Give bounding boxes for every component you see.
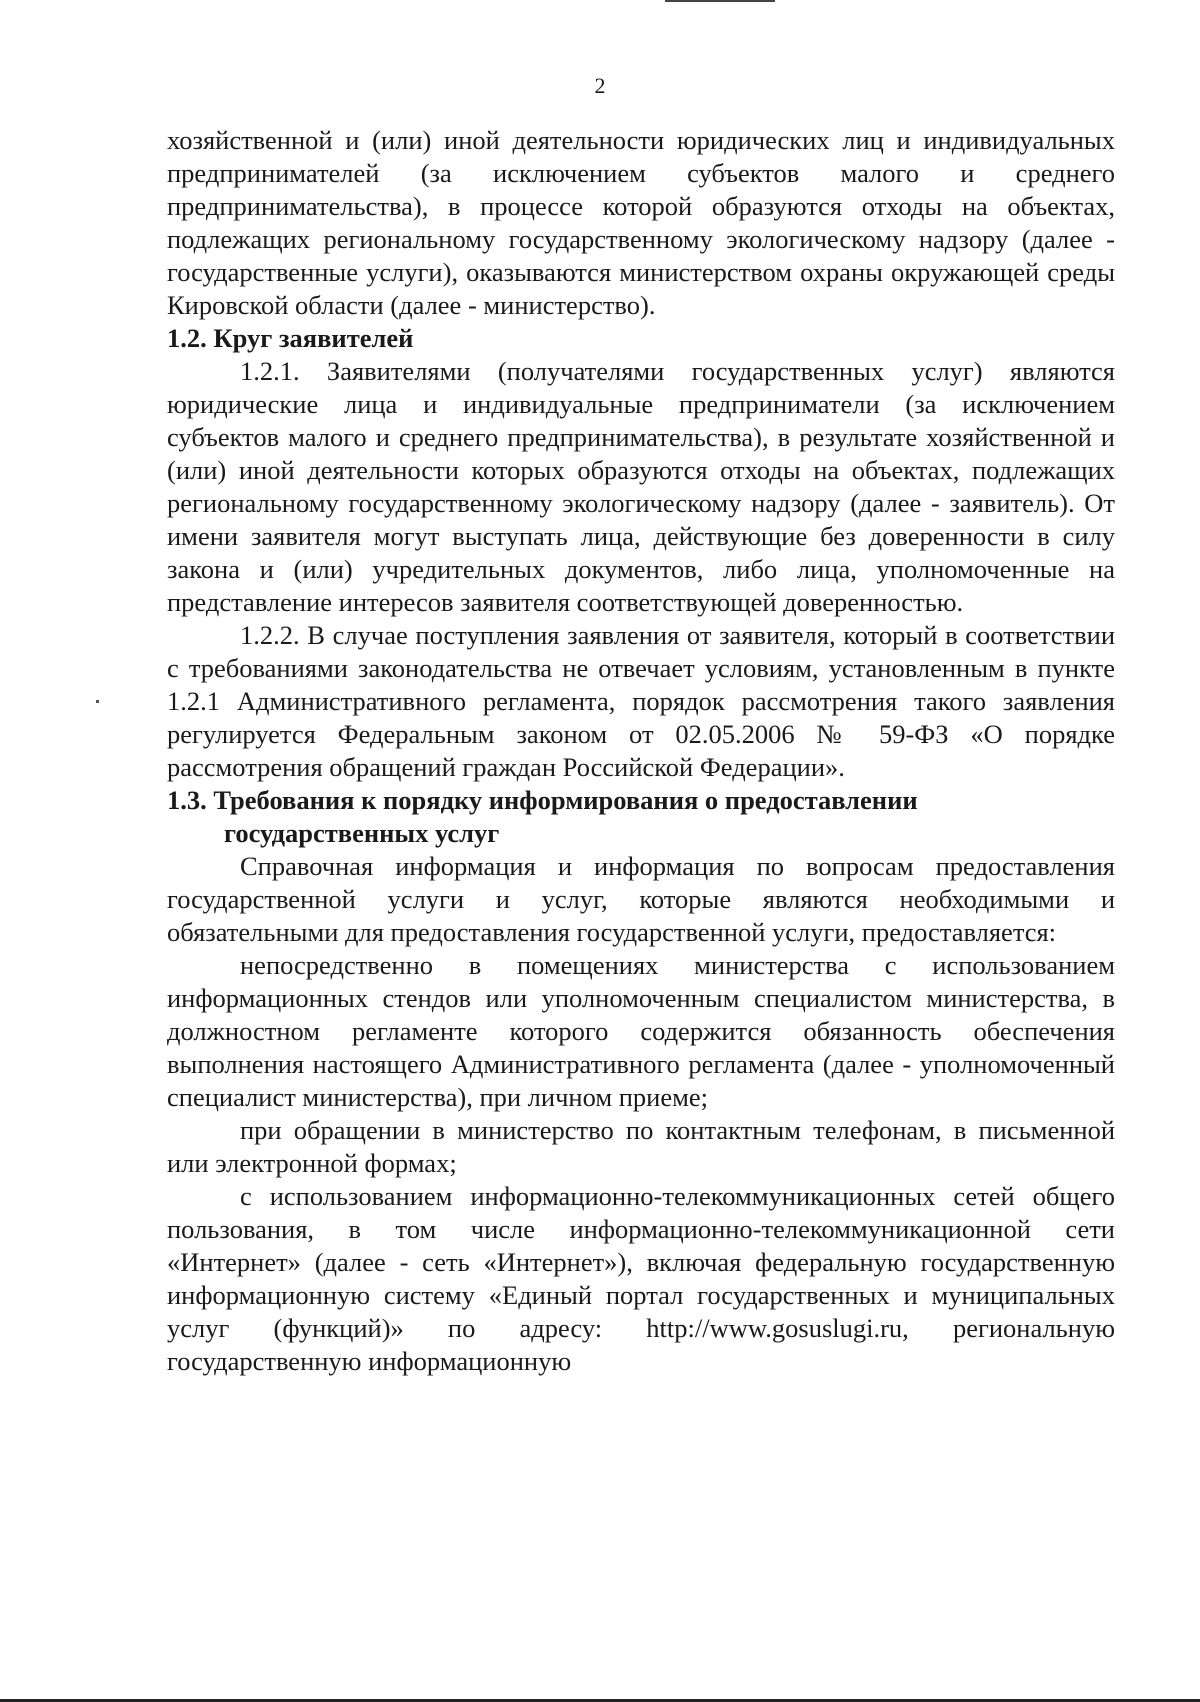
section-heading-1-3 xyxy=(167,784,1115,850)
paragraph-1-2-2: 1.2.2. В случае поступления заявления от заявителя, который в соответствии с требованиями законодательства не отвечает условиям, установленным в пункте 1.2.1 Административного регламента, порядок рассмотрения такого заявления регулируется Федеральным законом от 02.05.2006 № 59-ФЗ «О порядке рассмотрения обращений граждан Российской Федерации». xyxy=(167,620,1115,782)
paragraph-1-3-intro: Справочная информация и информация по вопросам предоставления государственной услуги и услуг, которые являются необходимыми и обязательными для предоставления государственной услуги, предоставляется: xyxy=(167,851,1115,947)
paragraph-continuation: хозяйственной и (или) иной деятельности юридических лиц и индивидуальных предпринимателей (за исключением субъектов малого и среднего предпринимательства), в процессе которой образуются отходы на объектах, подлежащих региональному государственному экологическому надзору (далее - государственные услуги), оказываются министерством охраны окружающей среды Кировской области (далее - министерство). xyxy=(167,125,1115,320)
section-heading-1-2: 1.2. Круг заявителей xyxy=(167,323,414,353)
document-body xyxy=(167,124,1115,1378)
page-number: 2 xyxy=(594,73,606,98)
section-heading-1-3-line1: 1.3. Требования к порядку информирования о предоставлении xyxy=(167,785,918,815)
scan-dust-dot xyxy=(96,700,99,703)
paragraph-1-3-phone: при обращении в министерство по контактным телефонам, в письменной или электронной формах; xyxy=(167,1115,1115,1178)
section-heading-1-3-line2: государственных услуг xyxy=(224,818,500,848)
paragraph-1-2-1: 1.2.1. Заявителями (получателями государственных услуг) являются юридические лица и индивидуальные предприниматели (за исключением субъектов малого и среднего предпринимательства), в результате хозяйственной и (или) иной деятельности которых образуются отходы на объектах, подлежащих региональному государственному экологическому надзору (далее - заявитель). От имени заявителя могут выступать лица, действующие без доверенности в силу закона и (или) учредительных документов, либо лица, уполномоченные на представление интересов заявителя соответствующей доверенностью. xyxy=(167,356,1115,617)
scan-edge-mark xyxy=(665,0,775,2)
paragraph-1-3-internet: с использованием информационно-телекоммуникационных сетей общего пользования, в том числе информационно-телекоммуникационной сети «Интернет» (далее - сеть «Интернет»), включая федеральную государственную информационную систему «Единый портал государственных и муниципальных услуг (функций)» по адресу: http://www.gosuslugi.ru, региональную государственную информационную xyxy=(167,1181,1115,1376)
paragraph-1-3-in-person: непосредственно в помещениях министерства с использованием информационных стендов или уполномоченным специалистом министерства, в должностном регламенте которого содержится обязанность обеспечения выполнения настоящего Административного регламента (далее - уполномоченный специалист министерства), при личном приеме; xyxy=(167,950,1115,1112)
